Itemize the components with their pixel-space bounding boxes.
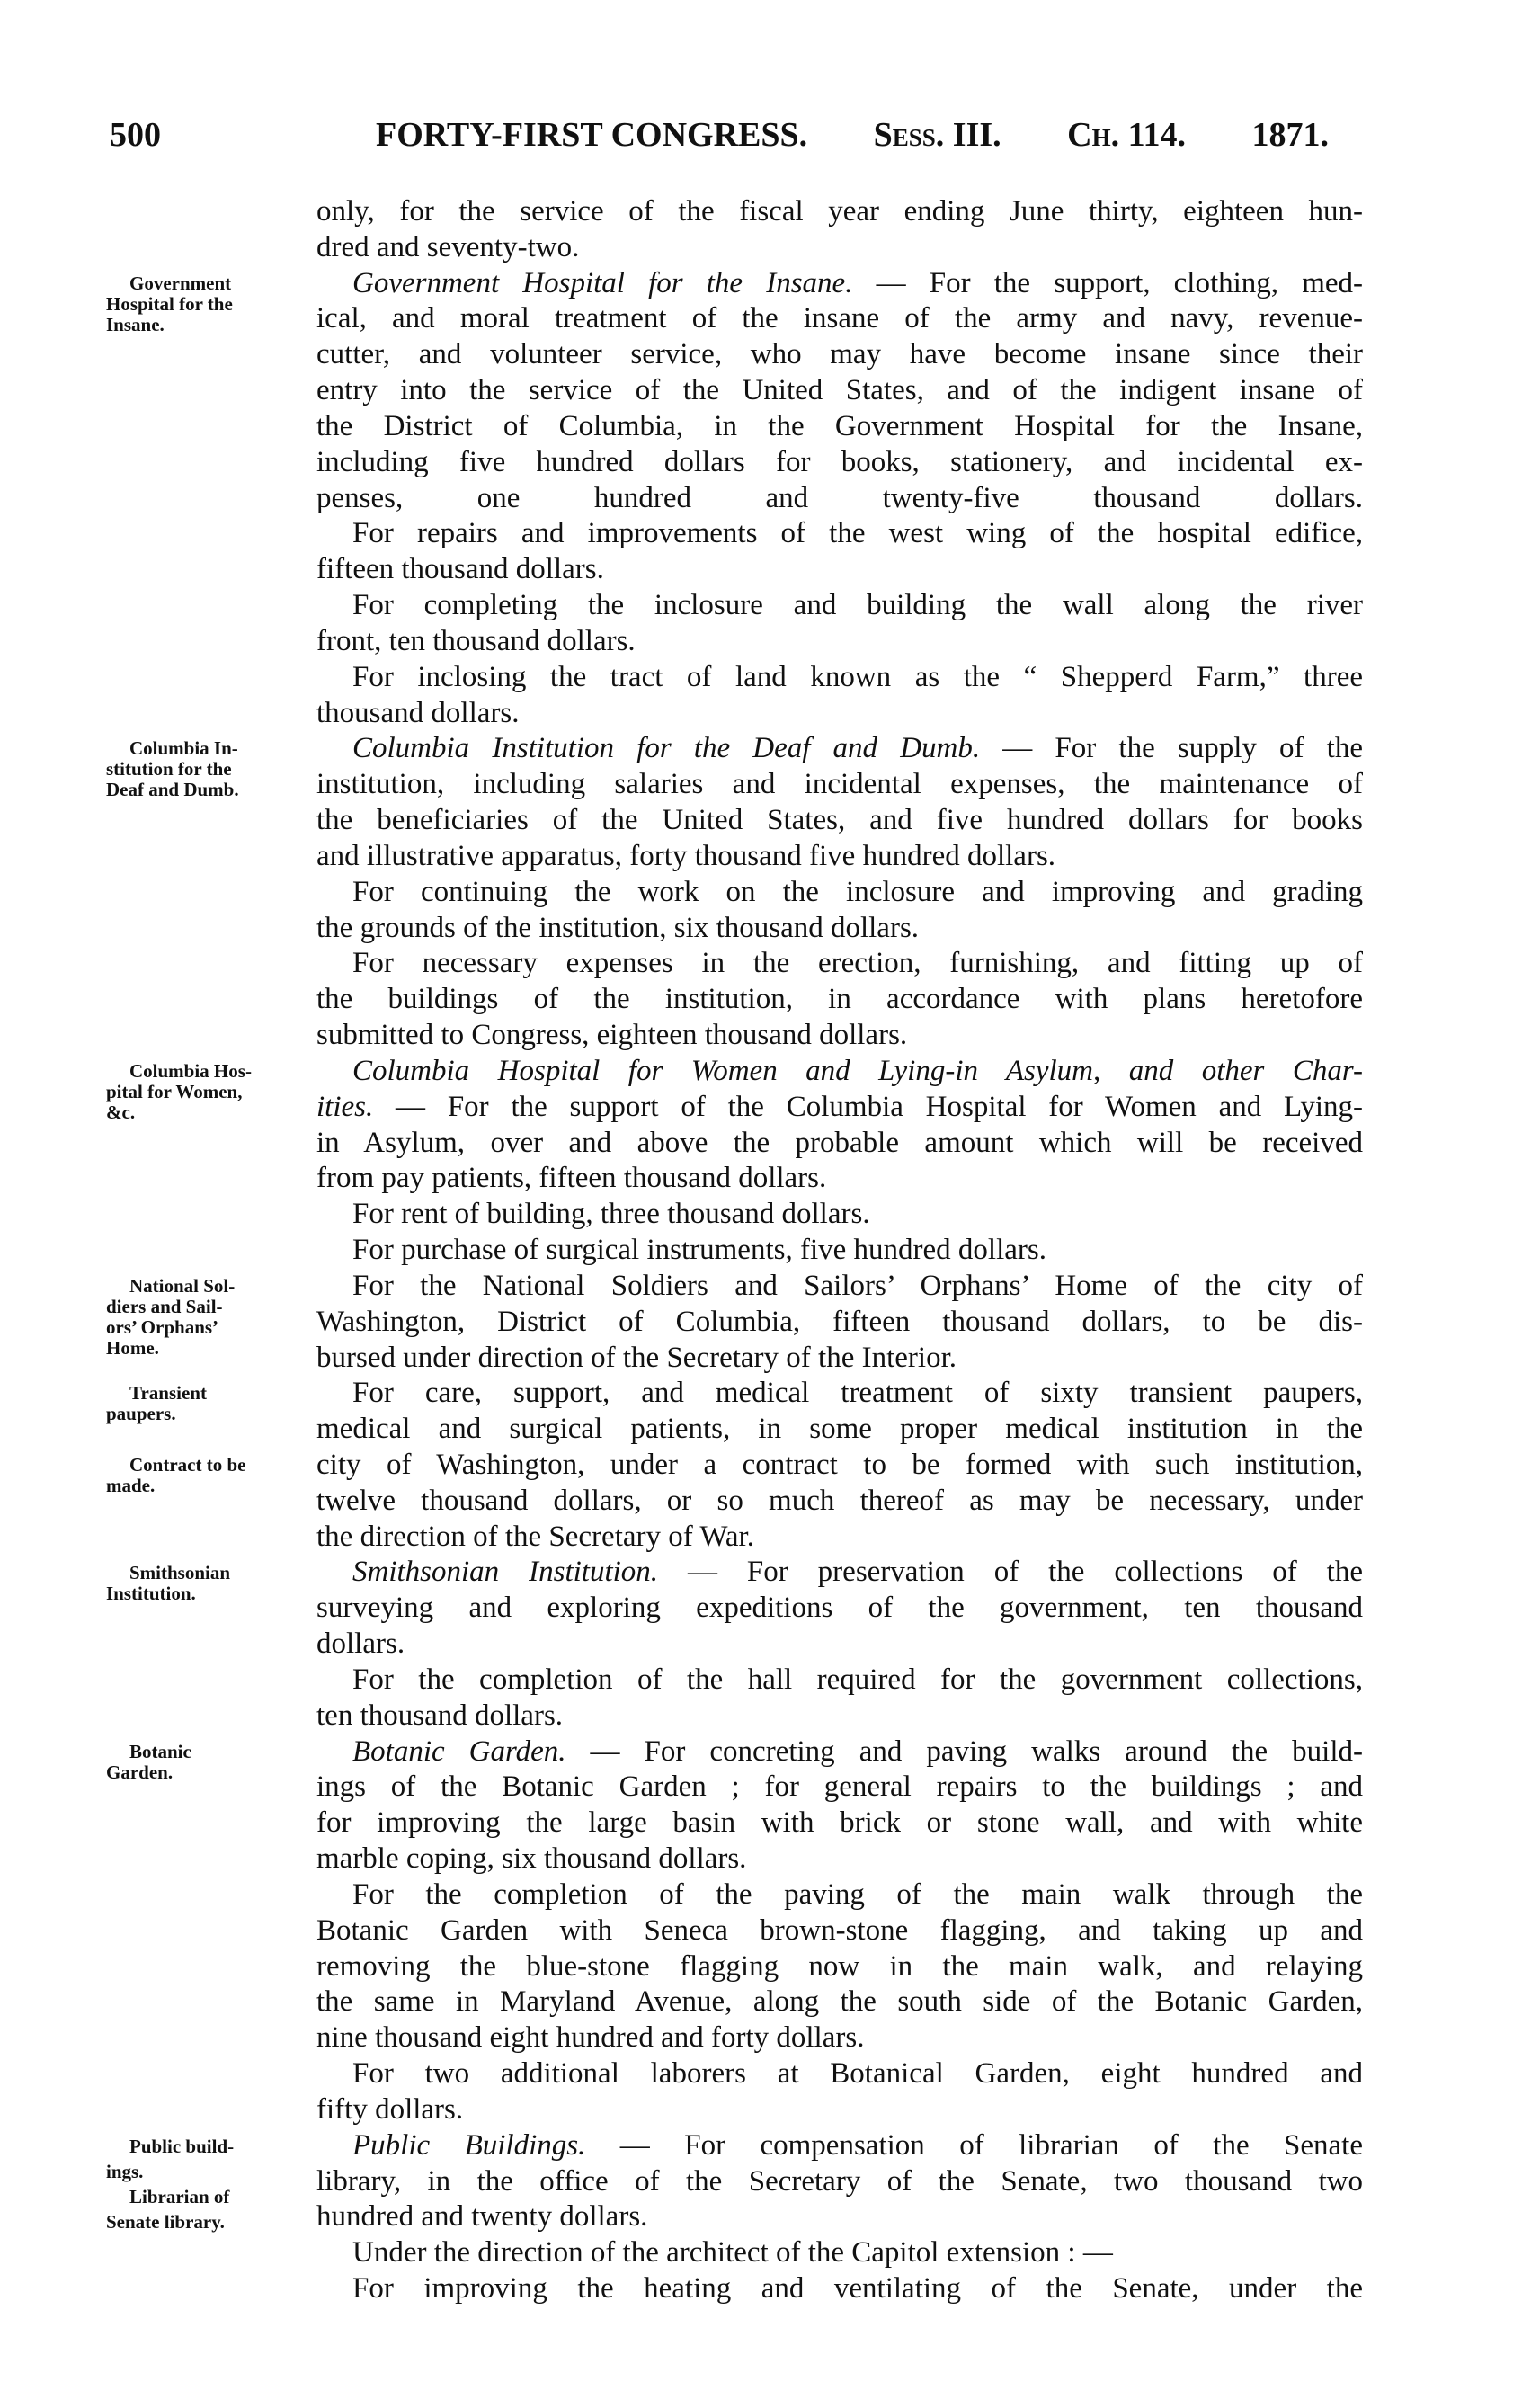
margin-note-line: Government	[129, 272, 232, 294]
text-line	[316, 803, 1363, 839]
text-line	[316, 1877, 1363, 1913]
text-line	[316, 1699, 1363, 1735]
line-text: thousand dollars.	[316, 696, 520, 729]
text-line	[316, 660, 1363, 696]
line-text: ings of the Botanic Garden ; for general repairs to the buildings ; and	[316, 1770, 1363, 1804]
line-text: — For concreting and paving walks around the build-	[565, 1735, 1363, 1768]
line-text: ten thousand dollars.	[316, 1699, 564, 1732]
line-text: the buildings of the institution, in accordance with plans heretofore	[316, 983, 1363, 1016]
text-line	[316, 1984, 1363, 2020]
text-line	[316, 2128, 1363, 2164]
margin-note-line: Public build-	[129, 2135, 235, 2157]
text-line	[316, 1913, 1363, 1949]
section-heading: Public Buildings.	[352, 2128, 586, 2162]
text-line	[316, 552, 1363, 588]
line-text: ical, and moral treatment of the insane of the army and navy, revenue-	[316, 302, 1363, 335]
margin-note-line: diers and Sail-	[106, 1295, 223, 1317]
line-text: For rent of building, three thousand dollars.	[352, 1198, 870, 1231]
margin-note-line: Smithsonian	[129, 1561, 231, 1583]
text-line	[316, 1197, 1363, 1233]
margin-note-line: ings.	[106, 2160, 144, 2182]
margin-note-line: &c.	[106, 1101, 136, 1123]
text-line	[316, 588, 1363, 624]
margin-note	[106, 1742, 315, 1783]
text-line	[316, 696, 1363, 732]
line-text: For inclosing the tract of land known as the “ Shepperd Farm,” three	[352, 660, 1363, 693]
header-year: 1871.	[1251, 116, 1329, 154]
line-text: city of Washington, under a contract to be formed with such institution,	[316, 1448, 1363, 1481]
line-text: For purchase of surgical instruments, five hundred dollars.	[352, 1234, 1046, 1267]
section-heading: Government Hospital for the Insane.	[352, 266, 853, 299]
text-line	[316, 2199, 1363, 2235]
text-line	[316, 409, 1363, 445]
line-text: For care, support, and medical treatment of sixty transient paupers,	[352, 1377, 1363, 1410]
text-line	[316, 1735, 1363, 1770]
text-line	[316, 373, 1363, 409]
header-chapter: Ch. 114.	[1067, 116, 1186, 154]
line-text: marble coping, six thousand dollars.	[316, 1842, 747, 1876]
line-text: For the National Soldiers and Sailors’ Orphans’ Home of the city of	[352, 1269, 1363, 1302]
text-line	[316, 1591, 1363, 1627]
body-text	[316, 194, 1363, 2307]
text-line	[316, 516, 1363, 552]
section-heading: Columbia Hospital for Women and Lying-in Asylum, and other Char-	[352, 1054, 1363, 1087]
line-text: For improving the heating and ventilating of the Senate, under the	[352, 2272, 1363, 2305]
margin-note-line: Transient	[129, 1382, 207, 1405]
margin-note-line: Columbia Hos-	[129, 1059, 252, 1082]
margin-note-line: stitution for the	[106, 758, 232, 780]
margin-note-line: Columbia In-	[129, 737, 238, 760]
margin-note-line: made.	[106, 1475, 156, 1497]
line-text: dred and seventy-two.	[316, 230, 580, 263]
line-text: — For the supply of the	[980, 732, 1363, 765]
line-text: — For the support of the Columbia Hospital for Women and Lying-	[373, 1090, 1363, 1123]
section-heading: Columbia Institution for the Deaf and Dumb.	[352, 732, 981, 765]
text-line	[316, 1090, 1363, 1126]
line-text: — For compensation of librarian of the Senate	[585, 2128, 1363, 2162]
margin-note	[106, 1061, 315, 1123]
text-line	[316, 1054, 1363, 1090]
text-line	[316, 1341, 1363, 1377]
line-text: only, for the service of the fiscal year ending June thirty, eighteen hun-	[316, 195, 1363, 227]
line-text: removing the blue-stone flagging now in the main walk, and relaying	[316, 1949, 1363, 1983]
text-line	[316, 1484, 1363, 1520]
line-text: entry into the service of the United States, and of the indigent insane of	[316, 374, 1363, 407]
margin-note	[106, 1455, 315, 1496]
line-text: bursed under direction of the Secretary of the Interior.	[316, 1341, 957, 1374]
line-text: For the completion of the hall required for the government collections,	[352, 1663, 1363, 1696]
line-text: fifty dollars.	[316, 2092, 464, 2126]
line-text: — For preservation of the collections of the	[658, 1556, 1363, 1589]
text-line	[316, 875, 1363, 911]
line-text: For repairs and improvements of the west wing of the hospital edifice,	[352, 517, 1363, 550]
margin-note-line: Institution.	[106, 1582, 196, 1604]
line-text: medical and surgical patients, in some proper medical institution in the	[316, 1413, 1363, 1446]
text-line	[316, 1555, 1363, 1591]
line-text: institution, including salaries and incidental expenses, the maintenance of	[316, 768, 1363, 801]
margin-note-line: Home.	[106, 1336, 159, 1359]
line-text: Botanic Garden with Seneca brown-stone flagging, and taking up and	[316, 1913, 1363, 1947]
line-text: fifteen thousand dollars.	[316, 553, 604, 586]
margin-note-line: Botanic	[129, 1740, 191, 1762]
line-text: For completing the inclosure and building the wall along the river	[352, 589, 1363, 622]
line-text: For two additional laborers at Botanical Garden, eight hundred and	[352, 2057, 1363, 2091]
text-line	[316, 266, 1363, 302]
text-line	[316, 301, 1363, 337]
line-text: nine thousand eight hundred and forty dollars.	[316, 2021, 865, 2055]
text-line	[316, 1627, 1363, 1663]
margin-note-line: pital for Women,	[106, 1080, 243, 1102]
text-line	[316, 1376, 1363, 1412]
header-session: Sess. III.	[873, 116, 1001, 154]
text-line	[316, 1018, 1363, 1054]
text-line	[316, 2235, 1363, 2271]
line-text: Under the direction of the architect of the Capitol extension : —	[352, 2236, 1113, 2270]
text-line	[316, 1770, 1363, 1806]
line-text: including five hundred dollars for books, stationery, and incidental ex-	[316, 445, 1363, 478]
text-line	[316, 2092, 1363, 2128]
section-heading: Smithsonian Institution.	[352, 1556, 659, 1589]
line-text: submitted to Congress, eighteen thousand dollars.	[316, 1019, 908, 1052]
text-line	[316, 839, 1363, 875]
text-line	[316, 2271, 1363, 2307]
margin-note-line: ors’ Orphans’	[106, 1315, 219, 1338]
margin-note-line: Insane.	[106, 313, 165, 335]
text-line	[316, 481, 1363, 517]
margin-note-line: Senate library.	[106, 2210, 225, 2233]
margin-note-line: Hospital for the	[106, 292, 233, 315]
line-text: in Asylum, over and above the probable amount which will be received	[316, 1126, 1363, 1159]
line-text: Washington, District of Columbia, fifteen thousand dollars, to be dis-	[316, 1305, 1363, 1338]
text-line	[316, 1663, 1363, 1699]
text-line	[316, 337, 1363, 373]
text-line	[316, 731, 1363, 767]
section-heading: ities.	[316, 1090, 374, 1123]
line-text: twelve thousand dollars, or so much thereof as may be necessary, under	[316, 1484, 1363, 1517]
text-line	[316, 2020, 1363, 2056]
text-line	[316, 1412, 1363, 1448]
margin-note-line: National Sol-	[129, 1274, 236, 1297]
line-text: penses, one hundred and twenty-five thousand dollars.	[316, 481, 1363, 514]
text-line	[316, 2056, 1363, 2092]
margin-note	[106, 1383, 315, 1424]
line-text: cutter, and volunteer service, who may have become insane since their	[316, 338, 1363, 371]
margin-note	[106, 2134, 315, 2234]
margin-note-line: Garden.	[106, 1761, 174, 1783]
line-text: For necessary expenses in the erection, furnishing, and fitting up of	[352, 947, 1363, 980]
line-text: front, ten thousand dollars.	[316, 624, 636, 657]
line-text: surveying and exploring expeditions of the government, ten thousand	[316, 1592, 1363, 1625]
margin-note	[106, 738, 315, 800]
text-line	[316, 1305, 1363, 1341]
line-text: the direction of the Secretary of War.	[316, 1520, 754, 1553]
line-text: For the completion of the paving of the main walk through the	[352, 1877, 1363, 1911]
text-line	[316, 1842, 1363, 1877]
margin-note	[106, 1563, 315, 1604]
line-text: from pay patients, fifteen thousand dollars.	[316, 1162, 827, 1195]
text-line	[316, 2164, 1363, 2200]
running-header	[376, 113, 1329, 156]
text-line	[316, 1520, 1363, 1556]
header-congress: FORTY-FIRST CONGRESS.	[376, 116, 808, 154]
text-line	[316, 624, 1363, 660]
line-text: library, in the office of the Secretary of the Senate, two thousand two	[316, 2164, 1363, 2198]
line-text: hundred and twenty dollars.	[316, 2200, 648, 2234]
line-text: and illustrative apparatus, forty thousand five hundred dollars.	[316, 839, 1056, 872]
line-text: — For the support, clothing, med-	[852, 266, 1363, 299]
line-text: the District of Columbia, in the Government Hospital for the Insane,	[316, 409, 1363, 442]
section-heading: Botanic Garden.	[352, 1735, 566, 1768]
page-number: 500	[110, 116, 161, 154]
text-line	[316, 982, 1363, 1018]
text-line	[316, 230, 1363, 266]
line-text: the beneficiaries of the United States, and five hundred dollars for books	[316, 804, 1363, 837]
margin-note-line: Deaf and Dumb.	[106, 779, 239, 801]
text-line	[316, 911, 1363, 947]
text-line	[316, 946, 1363, 982]
text-line	[316, 1806, 1363, 1842]
text-line	[316, 1269, 1363, 1305]
text-line	[316, 1448, 1363, 1484]
text-line	[316, 1161, 1363, 1197]
text-line	[316, 194, 1363, 230]
line-text: the same in Maryland Avenue, along the south side of the Botanic Garden,	[316, 1985, 1363, 2019]
margin-note	[106, 273, 315, 335]
margin-note	[106, 1276, 315, 1359]
line-text: dollars.	[316, 1628, 405, 1661]
margin-note-line: paupers.	[106, 1403, 176, 1425]
margin-note-line: Contract to be	[129, 1454, 246, 1476]
line-text: For continuing the work on the inclosure and improving and grading	[352, 875, 1363, 908]
text-line	[316, 1126, 1363, 1162]
line-text: for improving the large basin with brick or stone wall, and with white	[316, 1806, 1363, 1840]
text-line	[316, 445, 1363, 481]
margin-note-line: Librarian of	[129, 2185, 230, 2207]
text-line	[316, 767, 1363, 803]
line-text: the grounds of the institution, six thousand dollars.	[316, 911, 920, 944]
text-line	[316, 1233, 1363, 1269]
text-line	[316, 1949, 1363, 1985]
